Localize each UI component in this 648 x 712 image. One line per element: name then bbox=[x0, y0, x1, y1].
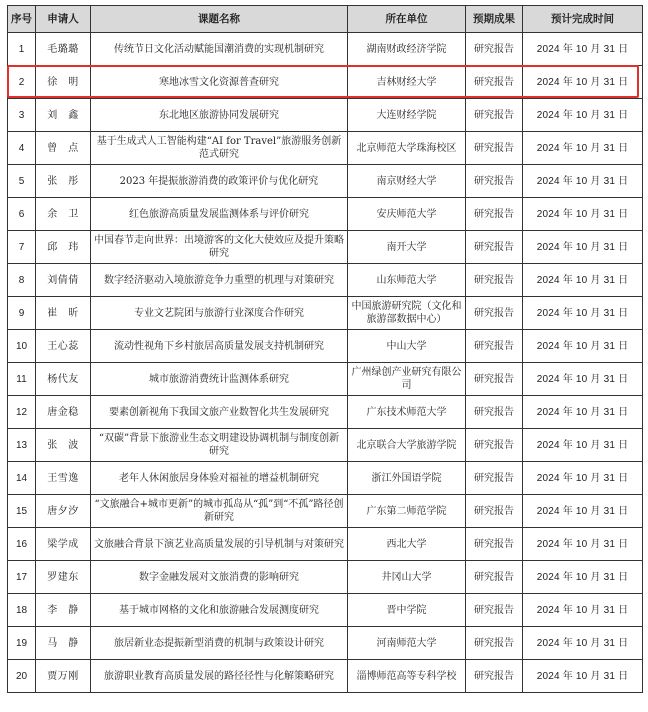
cell-outcome: 研究报告 bbox=[466, 660, 523, 693]
cell-applicant: 崔 昕 bbox=[36, 297, 91, 330]
cell-topic: 老年人休闲旅居身体验对福祉的增益机制研究 bbox=[91, 462, 348, 495]
header-applicant: 申请人 bbox=[36, 6, 91, 33]
table-row bbox=[8, 297, 643, 330]
cell-seq: 13 bbox=[8, 429, 36, 462]
cell-seq: 5 bbox=[8, 165, 36, 198]
cell-org: 广东技术师范大学 bbox=[348, 396, 466, 429]
header-org: 所在单位 bbox=[348, 6, 466, 33]
header-deadline: 预计完成时间 bbox=[523, 6, 643, 33]
cell-outcome: 研究报告 bbox=[466, 330, 523, 363]
cell-topic: “文旅融合+城市更新”的城市孤岛从“孤”到“不孤”路径创新研究 bbox=[91, 495, 348, 528]
cell-applicant: 张 波 bbox=[36, 429, 91, 462]
table-row bbox=[8, 660, 643, 693]
cell-applicant: 梁学成 bbox=[36, 528, 91, 561]
cell-deadline: 2024 年 10 月 31 日 bbox=[523, 132, 643, 165]
cell-org: 大连财经学院 bbox=[348, 99, 466, 132]
cell-deadline: 2024 年 10 月 31 日 bbox=[523, 594, 643, 627]
cell-outcome: 研究报告 bbox=[466, 99, 523, 132]
cell-deadline: 2024 年 10 月 31 日 bbox=[523, 33, 643, 66]
cell-topic: 传统节日文化活动赋能国潮消费的实现机制研究 bbox=[91, 33, 348, 66]
cell-topic: 2023 年提振旅游消费的政策评价与优化研究 bbox=[91, 165, 348, 198]
table-header-row bbox=[8, 6, 643, 33]
table-row bbox=[8, 264, 643, 297]
table-row bbox=[8, 132, 643, 165]
cell-applicant: 张 彤 bbox=[36, 165, 91, 198]
cell-deadline: 2024 年 10 月 31 日 bbox=[523, 99, 643, 132]
cell-org: 河南师范大学 bbox=[348, 627, 466, 660]
cell-outcome: 研究报告 bbox=[466, 297, 523, 330]
cell-org: 南京财经大学 bbox=[348, 165, 466, 198]
cell-topic: 中国春节走向世界：出境游客的文化大使效应及提升策略研究 bbox=[91, 231, 348, 264]
cell-outcome: 研究报告 bbox=[466, 363, 523, 396]
cell-outcome: 研究报告 bbox=[466, 66, 523, 99]
cell-org: 广州绿创产业研究有限公司 bbox=[348, 363, 466, 396]
cell-seq: 18 bbox=[8, 594, 36, 627]
cell-org: 中山大学 bbox=[348, 330, 466, 363]
cell-topic: 专业文艺院团与旅游行业深度合作研究 bbox=[91, 297, 348, 330]
cell-deadline: 2024 年 10 月 31 日 bbox=[523, 198, 643, 231]
cell-seq: 17 bbox=[8, 561, 36, 594]
cell-deadline: 2024 年 10 月 31 日 bbox=[523, 165, 643, 198]
cell-org: 山东师范大学 bbox=[348, 264, 466, 297]
cell-topic: “双碳”背景下旅游业生态文明建设协调机制与制度创新研究 bbox=[91, 429, 348, 462]
cell-org: 安庆师范大学 bbox=[348, 198, 466, 231]
table-row bbox=[8, 99, 643, 132]
cell-seq: 20 bbox=[8, 660, 36, 693]
table-row bbox=[8, 396, 643, 429]
cell-applicant: 杨代友 bbox=[36, 363, 91, 396]
cell-outcome: 研究报告 bbox=[466, 165, 523, 198]
cell-topic: 流动性视角下乡村旅居高质量发展支持机制研究 bbox=[91, 330, 348, 363]
cell-topic: 基于生成式人工智能构建“AI for Travel”旅游服务创新范式研究 bbox=[91, 132, 348, 165]
cell-deadline: 2024 年 10 月 31 日 bbox=[523, 231, 643, 264]
cell-applicant: 徐 明 bbox=[36, 66, 91, 99]
cell-applicant: 罗建东 bbox=[36, 561, 91, 594]
cell-deadline: 2024 年 10 月 31 日 bbox=[523, 660, 643, 693]
cell-applicant: 邱 玮 bbox=[36, 231, 91, 264]
cell-deadline: 2024 年 10 月 31 日 bbox=[523, 528, 643, 561]
project-table bbox=[7, 5, 643, 693]
cell-org: 井冈山大学 bbox=[348, 561, 466, 594]
cell-topic: 旅游职业教育高质量发展的路径径性与化解策略研究 bbox=[91, 660, 348, 693]
table-row bbox=[8, 330, 643, 363]
cell-seq: 10 bbox=[8, 330, 36, 363]
cell-applicant: 李 静 bbox=[36, 594, 91, 627]
cell-topic: 要素创新视角下我国文旅产业数智化共生发展研究 bbox=[91, 396, 348, 429]
table-row bbox=[8, 198, 643, 231]
cell-seq: 14 bbox=[8, 462, 36, 495]
cell-topic: 红色旅游高质量发展监测体系与评价研究 bbox=[91, 198, 348, 231]
table-row bbox=[8, 429, 643, 462]
cell-applicant: 曾 点 bbox=[36, 132, 91, 165]
header-seq: 序号 bbox=[8, 6, 36, 33]
cell-org: 北京师范大学珠海校区 bbox=[348, 132, 466, 165]
table-row bbox=[8, 528, 643, 561]
cell-outcome: 研究报告 bbox=[466, 594, 523, 627]
cell-deadline: 2024 年 10 月 31 日 bbox=[523, 330, 643, 363]
cell-applicant: 毛璐璐 bbox=[36, 33, 91, 66]
cell-org: 北京联合大学旅游学院 bbox=[348, 429, 466, 462]
cell-outcome: 研究报告 bbox=[466, 396, 523, 429]
cell-seq: 6 bbox=[8, 198, 36, 231]
cell-topic: 数字金融发展对文旅消费的影响研究 bbox=[91, 561, 348, 594]
cell-applicant: 唐夕汐 bbox=[36, 495, 91, 528]
table-row bbox=[8, 33, 643, 66]
cell-topic: 文旅融合背景下演艺业高质量发展的引导机制与对策研究 bbox=[91, 528, 348, 561]
cell-seq: 19 bbox=[8, 627, 36, 660]
table-row bbox=[8, 561, 643, 594]
cell-applicant: 贾万刚 bbox=[36, 660, 91, 693]
cell-seq: 7 bbox=[8, 231, 36, 264]
cell-seq: 2 bbox=[8, 66, 36, 99]
header-topic: 课题名称 bbox=[91, 6, 348, 33]
table-row bbox=[8, 363, 643, 396]
cell-seq: 12 bbox=[8, 396, 36, 429]
cell-deadline: 2024 年 10 月 31 日 bbox=[523, 627, 643, 660]
cell-deadline: 2024 年 10 月 31 日 bbox=[523, 264, 643, 297]
cell-outcome: 研究报告 bbox=[466, 561, 523, 594]
cell-outcome: 研究报告 bbox=[466, 198, 523, 231]
cell-org: 晋中学院 bbox=[348, 594, 466, 627]
cell-topic: 数字经济驱动入境旅游竞争力重塑的机理与对策研究 bbox=[91, 264, 348, 297]
table-row bbox=[8, 462, 643, 495]
cell-deadline: 2024 年 10 月 31 日 bbox=[523, 363, 643, 396]
table-row bbox=[8, 627, 643, 660]
cell-topic: 城市旅游消费统计监测体系研究 bbox=[91, 363, 348, 396]
cell-topic: 基于城市网格的文化和旅游融合发展测度研究 bbox=[91, 594, 348, 627]
cell-outcome: 研究报告 bbox=[466, 231, 523, 264]
cell-topic: 寒地冰雪文化资源普查研究 bbox=[91, 66, 348, 99]
cell-outcome: 研究报告 bbox=[466, 462, 523, 495]
cell-deadline: 2024 年 10 月 31 日 bbox=[523, 429, 643, 462]
cell-seq: 9 bbox=[8, 297, 36, 330]
cell-seq: 11 bbox=[8, 363, 36, 396]
cell-applicant: 刘倩倩 bbox=[36, 264, 91, 297]
cell-deadline: 2024 年 10 月 31 日 bbox=[523, 66, 643, 99]
cell-applicant: 王心蕊 bbox=[36, 330, 91, 363]
cell-applicant: 余 卫 bbox=[36, 198, 91, 231]
cell-org: 淄博师范高等专科学校 bbox=[348, 660, 466, 693]
cell-seq: 15 bbox=[8, 495, 36, 528]
cell-org: 西北大学 bbox=[348, 528, 466, 561]
cell-outcome: 研究报告 bbox=[466, 528, 523, 561]
table-row bbox=[8, 594, 643, 627]
cell-deadline: 2024 年 10 月 31 日 bbox=[523, 462, 643, 495]
cell-applicant: 刘 鑫 bbox=[36, 99, 91, 132]
cell-org: 吉林财经大学 bbox=[348, 66, 466, 99]
cell-org: 湖南财政经济学院 bbox=[348, 33, 466, 66]
cell-applicant: 马 静 bbox=[36, 627, 91, 660]
table-row bbox=[8, 66, 643, 99]
cell-outcome: 研究报告 bbox=[466, 429, 523, 462]
cell-seq: 1 bbox=[8, 33, 36, 66]
cell-org: 浙江外国语学院 bbox=[348, 462, 466, 495]
cell-deadline: 2024 年 10 月 31 日 bbox=[523, 561, 643, 594]
cell-seq: 3 bbox=[8, 99, 36, 132]
table-row bbox=[8, 165, 643, 198]
table-row bbox=[8, 495, 643, 528]
cell-topic: 旅居新业态提振新型消费的机制与政策设计研究 bbox=[91, 627, 348, 660]
cell-outcome: 研究报告 bbox=[466, 132, 523, 165]
cell-seq: 8 bbox=[8, 264, 36, 297]
table-row bbox=[8, 231, 643, 264]
cell-seq: 4 bbox=[8, 132, 36, 165]
cell-org: 南开大学 bbox=[348, 231, 466, 264]
cell-outcome: 研究报告 bbox=[466, 33, 523, 66]
cell-deadline: 2024 年 10 月 31 日 bbox=[523, 396, 643, 429]
header-outcome: 预期成果 bbox=[466, 6, 523, 33]
cell-applicant: 唐金稳 bbox=[36, 396, 91, 429]
cell-applicant: 王雪逸 bbox=[36, 462, 91, 495]
cell-outcome: 研究报告 bbox=[466, 264, 523, 297]
cell-deadline: 2024 年 10 月 31 日 bbox=[523, 495, 643, 528]
cell-outcome: 研究报告 bbox=[466, 627, 523, 660]
cell-org: 广东第二师范学院 bbox=[348, 495, 466, 528]
cell-outcome: 研究报告 bbox=[466, 495, 523, 528]
cell-seq: 16 bbox=[8, 528, 36, 561]
cell-topic: 东北地区旅游协同发展研究 bbox=[91, 99, 348, 132]
cell-deadline: 2024 年 10 月 31 日 bbox=[523, 297, 643, 330]
cell-org: 中国旅游研究院（文化和旅游部数据中心） bbox=[348, 297, 466, 330]
